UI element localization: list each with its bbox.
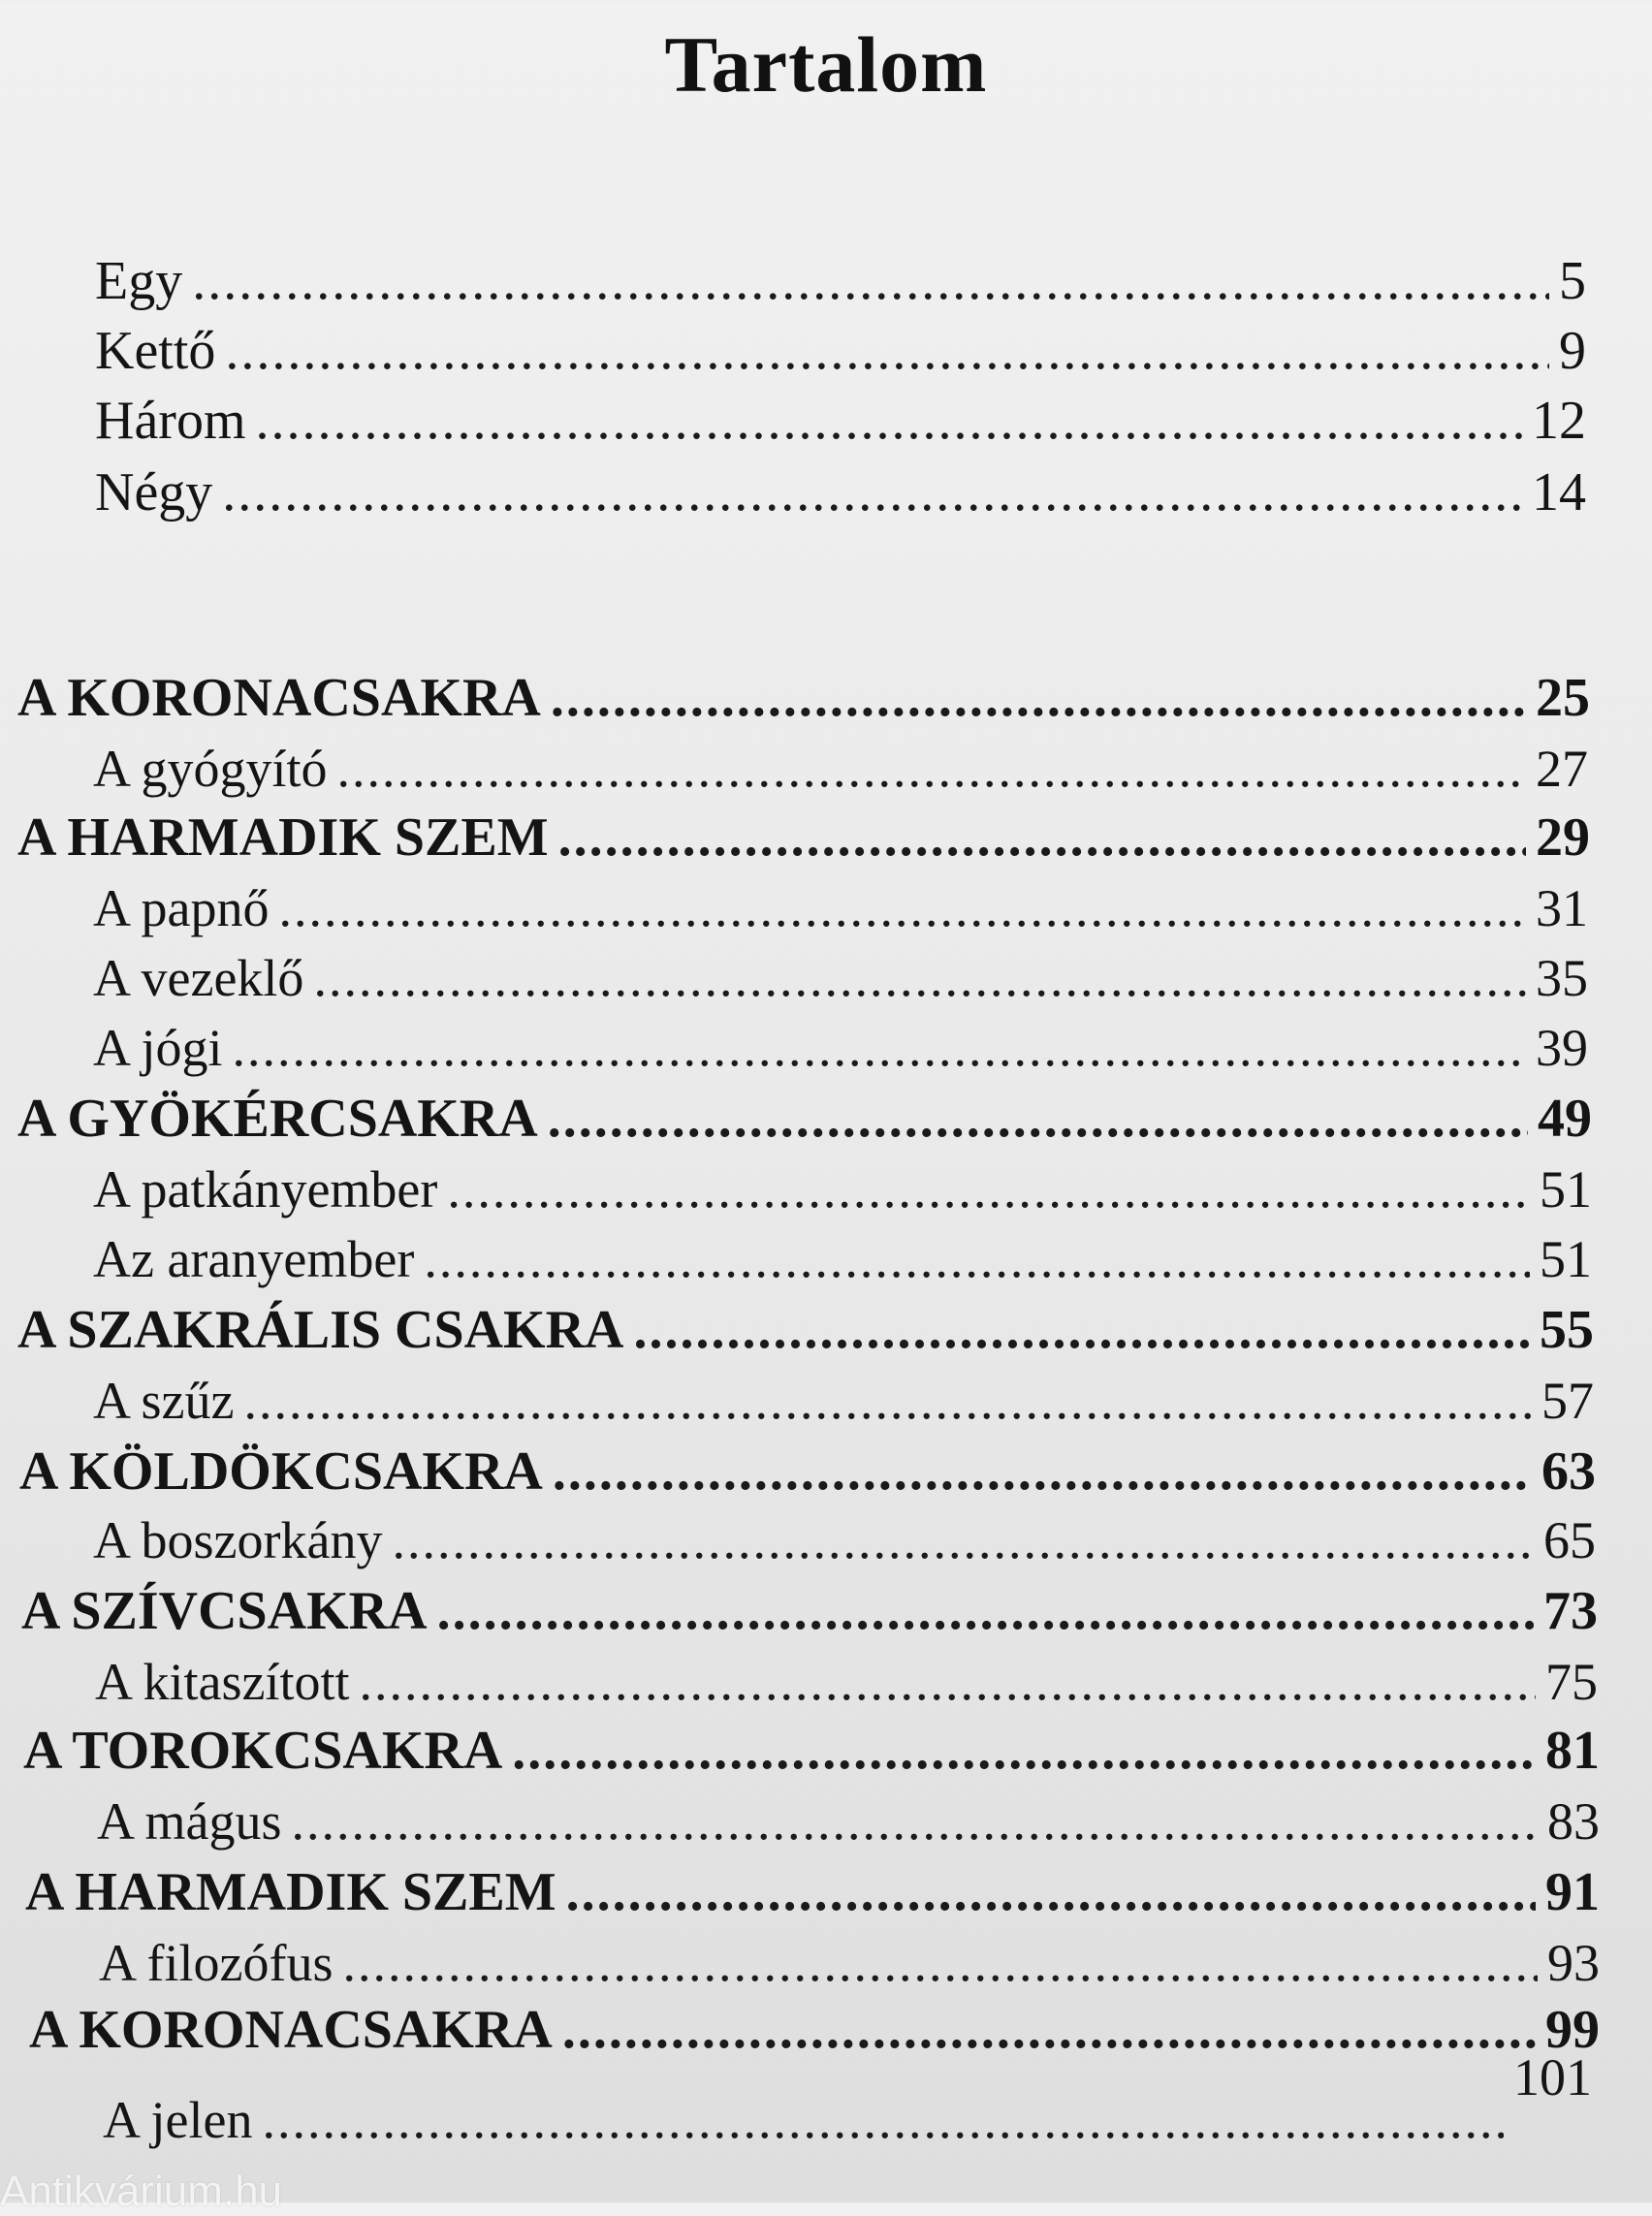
toc-entry-label: A KORONACSAKRA bbox=[17, 668, 541, 728]
toc-entry-label: A jelen bbox=[103, 2091, 253, 2149]
dot-leader bbox=[447, 1159, 1530, 1219]
toc-sub-row bbox=[93, 1229, 1592, 1299]
toc-page-number: 83 bbox=[1547, 1792, 1600, 1851]
toc-sub-row bbox=[93, 948, 1588, 1018]
toc-entry-label: A szűz bbox=[93, 1372, 235, 1430]
toc-sub-row bbox=[97, 1791, 1600, 1861]
toc-page-number: 39 bbox=[1536, 1019, 1588, 1077]
dot-leader bbox=[292, 1791, 1538, 1852]
toc-sub-row bbox=[93, 1018, 1588, 1088]
toc-entry-label: Három bbox=[95, 391, 246, 451]
toc-entry-label: A filozófus bbox=[99, 1934, 334, 1992]
toc-page-number: 29 bbox=[1536, 807, 1590, 868]
toc-page-number: 49 bbox=[1538, 1089, 1592, 1149]
toc-sub-row bbox=[103, 2048, 1592, 2160]
dot-leader bbox=[424, 1229, 1530, 1289]
toc-page-number: 31 bbox=[1536, 879, 1588, 937]
toc-page-number: 55 bbox=[1540, 1300, 1594, 1360]
dot-leader bbox=[243, 1371, 1532, 1431]
toc-entry-label: Egy bbox=[95, 251, 183, 311]
toc-sub-row bbox=[99, 1933, 1600, 2003]
toc-sub-row bbox=[93, 739, 1588, 808]
toc-entry-label: A GYÖKÉRCSAKRA bbox=[17, 1089, 538, 1149]
toc-entry-label: Az aranyember bbox=[93, 1230, 415, 1288]
toc-sub-row bbox=[93, 1371, 1594, 1440]
toc-page-number: 35 bbox=[1536, 949, 1588, 1007]
dot-leader bbox=[392, 1510, 1534, 1570]
toc-entry-label: A kitaszított bbox=[95, 1653, 350, 1711]
watermark-text: Antikvárium.hu bbox=[0, 2168, 283, 2215]
dot-leader bbox=[233, 1018, 1526, 1078]
toc-sub-row bbox=[93, 878, 1588, 948]
toc-entry-label: A TOROKCSAKRA bbox=[23, 1721, 503, 1781]
dot-leader bbox=[256, 390, 1522, 452]
dot-leader bbox=[512, 1720, 1536, 1782]
dot-leader bbox=[558, 807, 1526, 869]
dot-leader bbox=[634, 1299, 1531, 1361]
dot-leader bbox=[262, 2090, 1504, 2150]
toc-intro-row bbox=[95, 390, 1586, 459]
toc-intro-row bbox=[95, 461, 1586, 531]
toc-chapter-row bbox=[17, 667, 1590, 737]
toc-entry-label: A vezeklő bbox=[93, 949, 304, 1007]
toc-page-number: 12 bbox=[1532, 391, 1586, 451]
toc-chapter-row bbox=[19, 1440, 1596, 1510]
toc-entry-label: A HARMADIK SZEM bbox=[25, 1862, 556, 1922]
toc-page-number: 91 bbox=[1545, 1862, 1600, 1922]
toc-page-number: 9 bbox=[1559, 321, 1586, 381]
toc-sub-row bbox=[95, 1652, 1598, 1722]
toc-entry-label: A KÖLDÖKCSAKRA bbox=[19, 1441, 543, 1502]
toc-chapter-row bbox=[29, 1999, 1600, 2069]
dot-leader bbox=[566, 1861, 1536, 1923]
toc-sub-row bbox=[93, 1510, 1596, 1580]
toc-page-number: 14 bbox=[1532, 462, 1586, 522]
toc-entry-label: A patkányember bbox=[93, 1160, 438, 1219]
dot-leader bbox=[279, 878, 1527, 938]
dot-leader bbox=[222, 461, 1522, 523]
toc-page-number: 5 bbox=[1559, 251, 1586, 311]
toc-page-number: 63 bbox=[1541, 1441, 1596, 1502]
toc-chapter-row bbox=[23, 1720, 1600, 1789]
toc-entry-label: Kettő bbox=[95, 321, 216, 381]
toc-chapter-row bbox=[21, 1580, 1598, 1650]
dot-leader bbox=[548, 1088, 1528, 1150]
toc-page-number: 75 bbox=[1545, 1653, 1598, 1711]
dot-leader bbox=[551, 667, 1526, 729]
toc-entry-label: A jógi bbox=[93, 1019, 223, 1077]
toc-entry-label: Négy bbox=[95, 462, 213, 522]
toc-entry-label: A mágus bbox=[97, 1792, 282, 1851]
toc-page-number: 73 bbox=[1543, 1581, 1598, 1641]
toc-page-number: 25 bbox=[1536, 668, 1590, 728]
toc-page-number: 51 bbox=[1540, 1230, 1592, 1288]
toc-page-number: 27 bbox=[1536, 740, 1588, 798]
dot-leader bbox=[313, 948, 1526, 1008]
toc-chapter-row bbox=[25, 1861, 1600, 1931]
toc-chapter-row bbox=[17, 1088, 1592, 1157]
dot-leader bbox=[562, 1999, 1536, 2061]
toc-page-number: 99 bbox=[1545, 2000, 1600, 2060]
dot-leader bbox=[337, 739, 1526, 799]
toc-entry-label: A SZÍVCSAKRA bbox=[21, 1581, 428, 1641]
toc-page-number: 81 bbox=[1545, 1721, 1600, 1781]
toc-entry-label: A SZAKRÁLIS CSAKRA bbox=[17, 1300, 624, 1360]
toc-entry-label: A boszorkány bbox=[93, 1511, 383, 1569]
toc-chapter-row bbox=[17, 1299, 1594, 1369]
toc-intro-row bbox=[95, 250, 1586, 320]
toc-entry-label: A HARMADIK SZEM bbox=[17, 807, 549, 868]
page-title: Tartalom bbox=[664, 20, 988, 109]
dot-leader bbox=[192, 250, 1549, 312]
dot-leader bbox=[437, 1580, 1534, 1642]
toc-intro-row bbox=[95, 320, 1586, 390]
toc-page-number: 51 bbox=[1540, 1160, 1592, 1219]
toc-sub-row bbox=[93, 1159, 1592, 1229]
toc-chapter-row bbox=[17, 807, 1590, 876]
toc-entry-label: A KORONACSAKRA bbox=[29, 2000, 553, 2060]
dot-leader bbox=[225, 320, 1549, 382]
toc-page-number: 101 bbox=[1513, 2048, 1592, 2106]
dot-leader bbox=[342, 1933, 1538, 1993]
toc-page-number: 65 bbox=[1543, 1511, 1596, 1569]
dot-leader bbox=[553, 1440, 1532, 1503]
toc-entry-label: A papnő bbox=[93, 879, 270, 937]
dot-leader bbox=[360, 1652, 1537, 1712]
toc-entry-label: A gyógyító bbox=[93, 740, 328, 798]
toc-page-number: 57 bbox=[1541, 1372, 1594, 1430]
toc-page-number: 93 bbox=[1547, 1934, 1600, 1992]
